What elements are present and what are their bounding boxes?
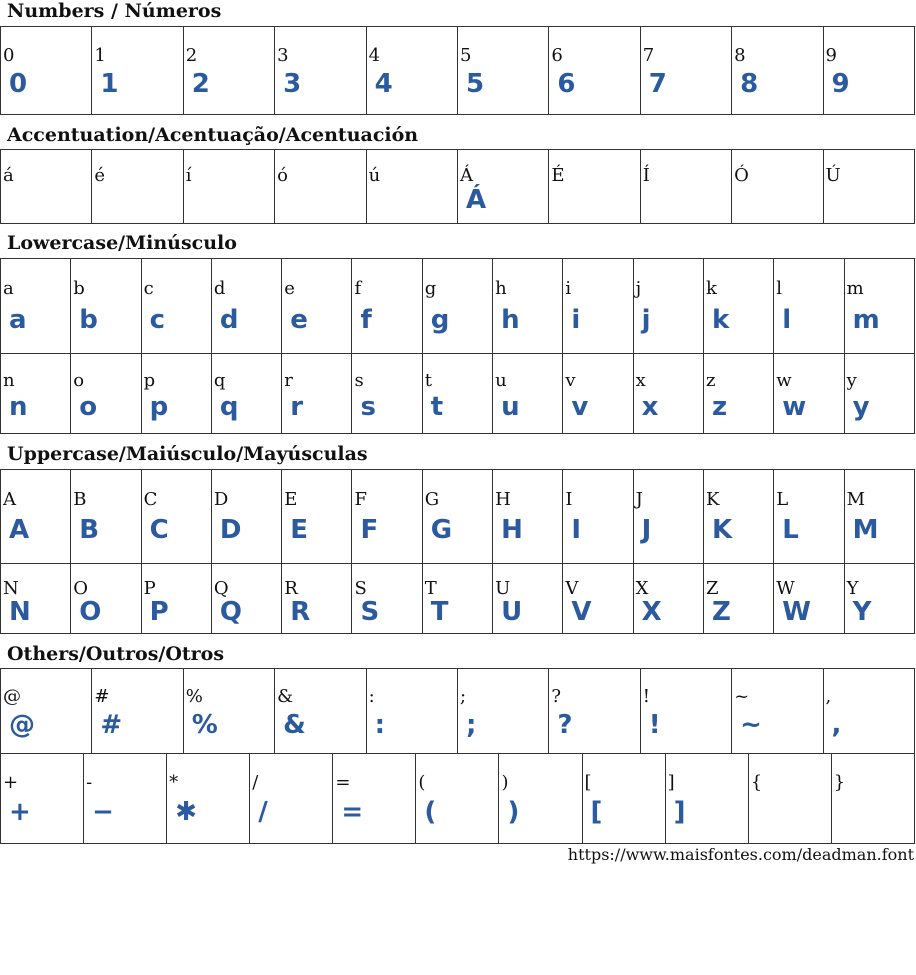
character-label: g [424,278,437,299]
glyph-cell [422,354,492,434]
glyph-cell [352,354,422,434]
glyph-row [1,259,915,354]
glyph-sample: t [430,392,444,422]
glyph-row [1,564,915,634]
glyph-sample: X [641,597,662,627]
glyph-sample: Q [219,597,242,627]
glyph-sample: d [219,305,239,335]
glyph-table [0,469,915,564]
glyph-sample: E [290,515,308,545]
character-label: P [143,578,156,599]
character-label: H [495,489,511,510]
glyph-sample: ( [424,797,437,827]
glyph-cell [352,564,422,634]
character-label: ~ [734,686,750,707]
glyph-row [1,669,915,754]
character-label: w [776,370,792,391]
glyph-cell [92,669,183,754]
glyph-sample: q [219,392,239,422]
glyph-row [1,354,915,434]
glyph-cell [1,669,92,754]
character-label: s [354,370,364,391]
glyph-sample: r [290,392,304,422]
glyph-sample: 6 [557,69,576,99]
glyph-cell [282,259,352,354]
section-heading: Others/Outros/Otros [7,643,225,665]
character-label: Ó [734,165,749,186]
glyph-sample: 5 [465,69,485,99]
glyph-cell [493,354,563,434]
glyph-sample: A [9,515,30,545]
character-label: D [213,489,229,510]
character-label: 0 [3,45,15,66]
character-label: 5 [459,45,472,66]
character-label: ] [667,772,675,793]
character-label: f [354,278,362,299]
glyph-cell [366,150,457,224]
glyph-cell [703,564,773,634]
glyph-cell [422,470,492,564]
glyph-sample: s [360,392,376,422]
glyph-cell [823,150,914,224]
glyph-sample: ] [673,797,686,827]
glyph-sample: c [149,305,166,335]
glyph-sample: p [149,392,169,422]
character-label: i [565,278,572,299]
glyph-sample: i [571,305,581,335]
glyph-row [1,470,915,564]
character-label: 4 [368,45,381,66]
character-label: 8 [734,45,746,66]
glyph-sample: ) [507,797,520,827]
character-label: O [73,578,89,599]
glyph-sample: b [79,305,98,335]
character-label: = [335,772,351,793]
glyph-cell [844,259,914,354]
character-label: í [185,165,192,186]
glyph-cell [774,564,844,634]
glyph-cell [275,669,366,754]
glyph-cell [703,470,773,564]
glyph-cell [732,669,823,754]
glyph-cell [1,150,92,224]
glyph-sample: W [782,597,811,627]
glyph-sample: w [782,392,807,422]
glyph-cell [499,754,582,844]
character-label: A [3,489,16,510]
character-label: C [143,489,158,510]
character-label: # [94,686,110,707]
glyph-sample: D [219,515,242,545]
glyph-cell [732,150,823,224]
glyph-sample: x [641,392,659,422]
glyph-cell [549,669,640,754]
glyph-cell [493,470,563,564]
character-label: u [495,370,507,391]
glyph-sample: n [9,392,28,422]
character-label: Ú [825,165,841,186]
character-label: V [565,578,579,599]
glyph-sample: J [641,515,652,545]
glyph-cell [167,754,250,844]
character-label: : [368,686,375,707]
glyph-cell [844,564,914,634]
glyph-cell [422,564,492,634]
character-label: 9 [825,45,837,66]
glyph-sample: o [79,392,98,422]
glyph-sample: k [711,305,730,335]
glyph-cell [633,259,703,354]
glyph-cell [640,669,731,754]
character-label: [ [584,772,592,793]
character-label: ( [418,772,426,793]
glyph-table [0,353,915,434]
character-label: ! [642,686,650,707]
glyph-sample: B [79,515,100,545]
glyph-sample: v [571,392,589,422]
glyph-cell [84,754,167,844]
glyph-cell [211,470,281,564]
glyph-cell [582,754,665,844]
glyph-sample: S [360,597,380,627]
character-label: X [635,578,649,599]
glyph-cell [457,669,548,754]
character-label: * [169,772,179,793]
glyph-sample: 7 [648,69,667,99]
character-label: - [86,772,93,793]
glyph-sample: % [191,710,218,740]
glyph-cell [366,27,457,115]
glyph-sample: ; [465,710,477,740]
glyph-sample: N [9,597,31,627]
glyph-cell [275,27,366,115]
glyph-sample: ? [557,710,573,740]
glyph-sample: O [79,597,102,627]
glyph-cell [141,470,211,564]
glyph-table [0,149,915,224]
glyph-sample: a [9,305,27,335]
glyph-cell [92,27,183,115]
glyph-cell [1,470,71,564]
character-label: M [846,489,865,510]
character-label: J [635,489,643,510]
character-label: r [284,370,293,391]
glyph-table [0,563,915,634]
glyph-sample: z [711,392,728,422]
character-label: Á [459,165,473,186]
character-label: B [73,489,87,510]
glyph-cell [665,754,748,844]
glyph-sample: T [430,597,449,627]
glyph-sample: : [374,710,385,740]
character-label: Í [642,165,650,186]
glyph-cell [141,259,211,354]
character-label: e [284,278,295,299]
glyph-sample: l [782,305,792,335]
glyph-sample: R [290,597,311,627]
section-heading: Accentuation/Acentuação/Acentuación [7,124,419,146]
glyph-cell [416,754,499,844]
glyph-sample: L [782,515,799,545]
character-label: % [185,686,203,707]
character-label: d [213,278,226,299]
glyph-sample: Á [465,185,487,215]
character-label: y [846,370,857,391]
character-label: } [833,772,846,793]
glyph-sample: 4 [374,69,393,99]
glyph-table [0,753,915,844]
glyph-cell [282,470,352,564]
glyph-sample: Z [711,597,731,627]
character-label: k [705,278,717,299]
glyph-sample: 0 [9,69,28,99]
character-label: T [424,578,437,599]
glyph-cell [71,470,141,564]
glyph-sample: & [283,710,306,740]
glyph-sample: C [149,515,169,545]
glyph-cell [71,259,141,354]
glyph-cell [1,564,71,634]
character-label: Z [705,578,719,599]
character-label: 6 [551,45,563,66]
character-label: + [3,772,19,793]
character-label: , [825,686,832,707]
glyph-sample: 8 [740,69,759,99]
glyph-row [1,754,915,844]
character-label: j [635,278,642,299]
glyph-cell [183,27,274,115]
glyph-cell [640,27,731,115]
glyph-cell [774,470,844,564]
character-label: x [635,370,646,391]
glyph-cell [774,354,844,434]
glyph-cell [457,27,548,115]
glyph-cell [250,754,333,844]
glyph-cell [352,470,422,564]
character-label: á [3,165,14,186]
glyph-table [0,668,915,754]
character-label: Q [213,578,229,599]
glyph-sample: e [290,305,308,335]
glyph-sample: I [571,515,582,545]
character-label: Y [846,578,859,599]
character-label: R [284,578,298,599]
character-label: l [776,278,783,299]
character-label: 3 [277,45,289,66]
glyph-sample: # [100,710,123,740]
glyph-cell [141,564,211,634]
glyph-cell [422,259,492,354]
glyph-cell [823,669,914,754]
character-label: 7 [642,45,655,66]
character-label: L [776,489,789,510]
glyph-sample: [ [590,797,603,827]
glyph-cell [211,259,281,354]
glyph-cell [282,354,352,434]
character-label: t [424,370,433,391]
glyph-cell [633,470,703,564]
glyph-table [0,258,915,354]
character-label: K [705,489,720,510]
character-label: 2 [185,45,198,66]
glyph-cell [92,150,183,224]
character-label: E [284,489,298,510]
glyph-cell [71,354,141,434]
glyph-sample: u [501,392,520,422]
glyph-cell [823,27,914,115]
glyph-sample: F [360,515,379,545]
character-label: { [750,772,763,793]
character-label: S [354,578,367,599]
glyph-sample: K [711,515,733,545]
character-label: G [424,489,440,510]
glyph-cell [333,754,416,844]
character-label: c [143,278,154,299]
character-label: I [565,489,573,510]
character-label: b [73,278,85,299]
glyph-cell [493,564,563,634]
character-label: W [776,578,795,599]
character-label: U [495,578,511,599]
character-label: m [846,278,864,299]
glyph-sample: 9 [831,69,850,99]
glyph-sample: @ [9,710,35,740]
character-label: ) [501,772,509,793]
glyph-sample: / [258,797,268,827]
glyph-cell [1,754,84,844]
glyph-cell [703,354,773,434]
glyph-cell [549,27,640,115]
glyph-sample: 3 [283,69,302,99]
glyph-sample: ! [648,710,661,740]
character-label: p [143,370,156,391]
glyph-cell [183,150,274,224]
glyph-sample: ✱ [175,797,197,827]
glyph-cell [366,669,457,754]
glyph-sample: V [571,597,592,627]
glyph-sample: f [360,305,372,335]
glyph-cell [563,564,633,634]
glyph-cell [549,150,640,224]
glyph-cell [71,564,141,634]
glyph-sample: M [852,515,879,545]
glyph-cell [211,354,281,434]
glyph-sample: G [430,515,453,545]
glyph-sample: 1 [100,69,119,99]
character-label: 1 [94,45,106,66]
source-url[interactable]: https://www.maisfontes.com/deadman.font [567,845,914,864]
character-label: ; [459,686,467,707]
section-heading: Uppercase/Maiúsculo/Mayúsculas [7,443,368,465]
glyph-cell [211,564,281,634]
character-label: ó [277,165,289,186]
glyph-cell [1,354,71,434]
glyph-cell [563,354,633,434]
glyph-cell [831,754,914,844]
glyph-cell [732,27,823,115]
character-label: é [94,165,106,186]
glyph-cell [141,354,211,434]
section-heading: Lowercase/Minúsculo [7,232,237,254]
character-label: ú [368,165,381,186]
glyph-sample: ~ [740,710,762,740]
glyph-cell [774,259,844,354]
glyph-sample: y [852,392,870,422]
character-label: q [213,370,226,391]
glyph-sample: H [501,515,523,545]
glyph-sample: m [852,305,880,335]
glyph-cell [748,754,831,844]
glyph-cell [563,470,633,564]
glyph-cell [563,259,633,354]
glyph-cell [457,150,548,224]
glyph-cell [275,150,366,224]
glyph-cell [352,259,422,354]
glyph-sample: , [831,710,842,740]
glyph-row [1,150,915,224]
glyph-table [0,26,915,115]
glyph-sample: − [92,797,114,827]
glyph-sample: Y [852,597,872,627]
character-label: / [252,772,259,793]
glyph-cell [1,259,71,354]
glyph-sample: = [341,797,364,827]
character-label: v [565,370,576,391]
character-label: F [354,489,367,510]
glyph-cell [844,470,914,564]
glyph-cell [703,259,773,354]
glyph-cell [640,150,731,224]
character-label: a [3,278,14,299]
glyph-cell [633,354,703,434]
glyph-cell [1,27,92,115]
glyph-sample: j [641,305,651,335]
glyph-cell [183,669,274,754]
glyph-sample: U [501,597,523,627]
character-label: @ [3,686,21,707]
glyph-cell [493,259,563,354]
glyph-sample: g [430,305,450,335]
character-label: ? [551,686,561,707]
glyph-sample: 2 [191,69,210,99]
glyph-sample: h [501,305,520,335]
character-label: n [3,370,15,391]
character-label: & [277,686,294,707]
character-label: o [73,370,85,391]
glyph-cell [633,564,703,634]
character-label: É [551,165,565,186]
glyph-sample: P [149,597,169,627]
character-label: z [705,370,716,391]
glyph-row [1,27,915,115]
glyph-sample: + [9,797,31,827]
glyph-cell [282,564,352,634]
section-heading: Numbers / Números [7,0,222,22]
glyph-cell [844,354,914,434]
character-label: h [495,278,507,299]
character-label: N [3,578,19,599]
